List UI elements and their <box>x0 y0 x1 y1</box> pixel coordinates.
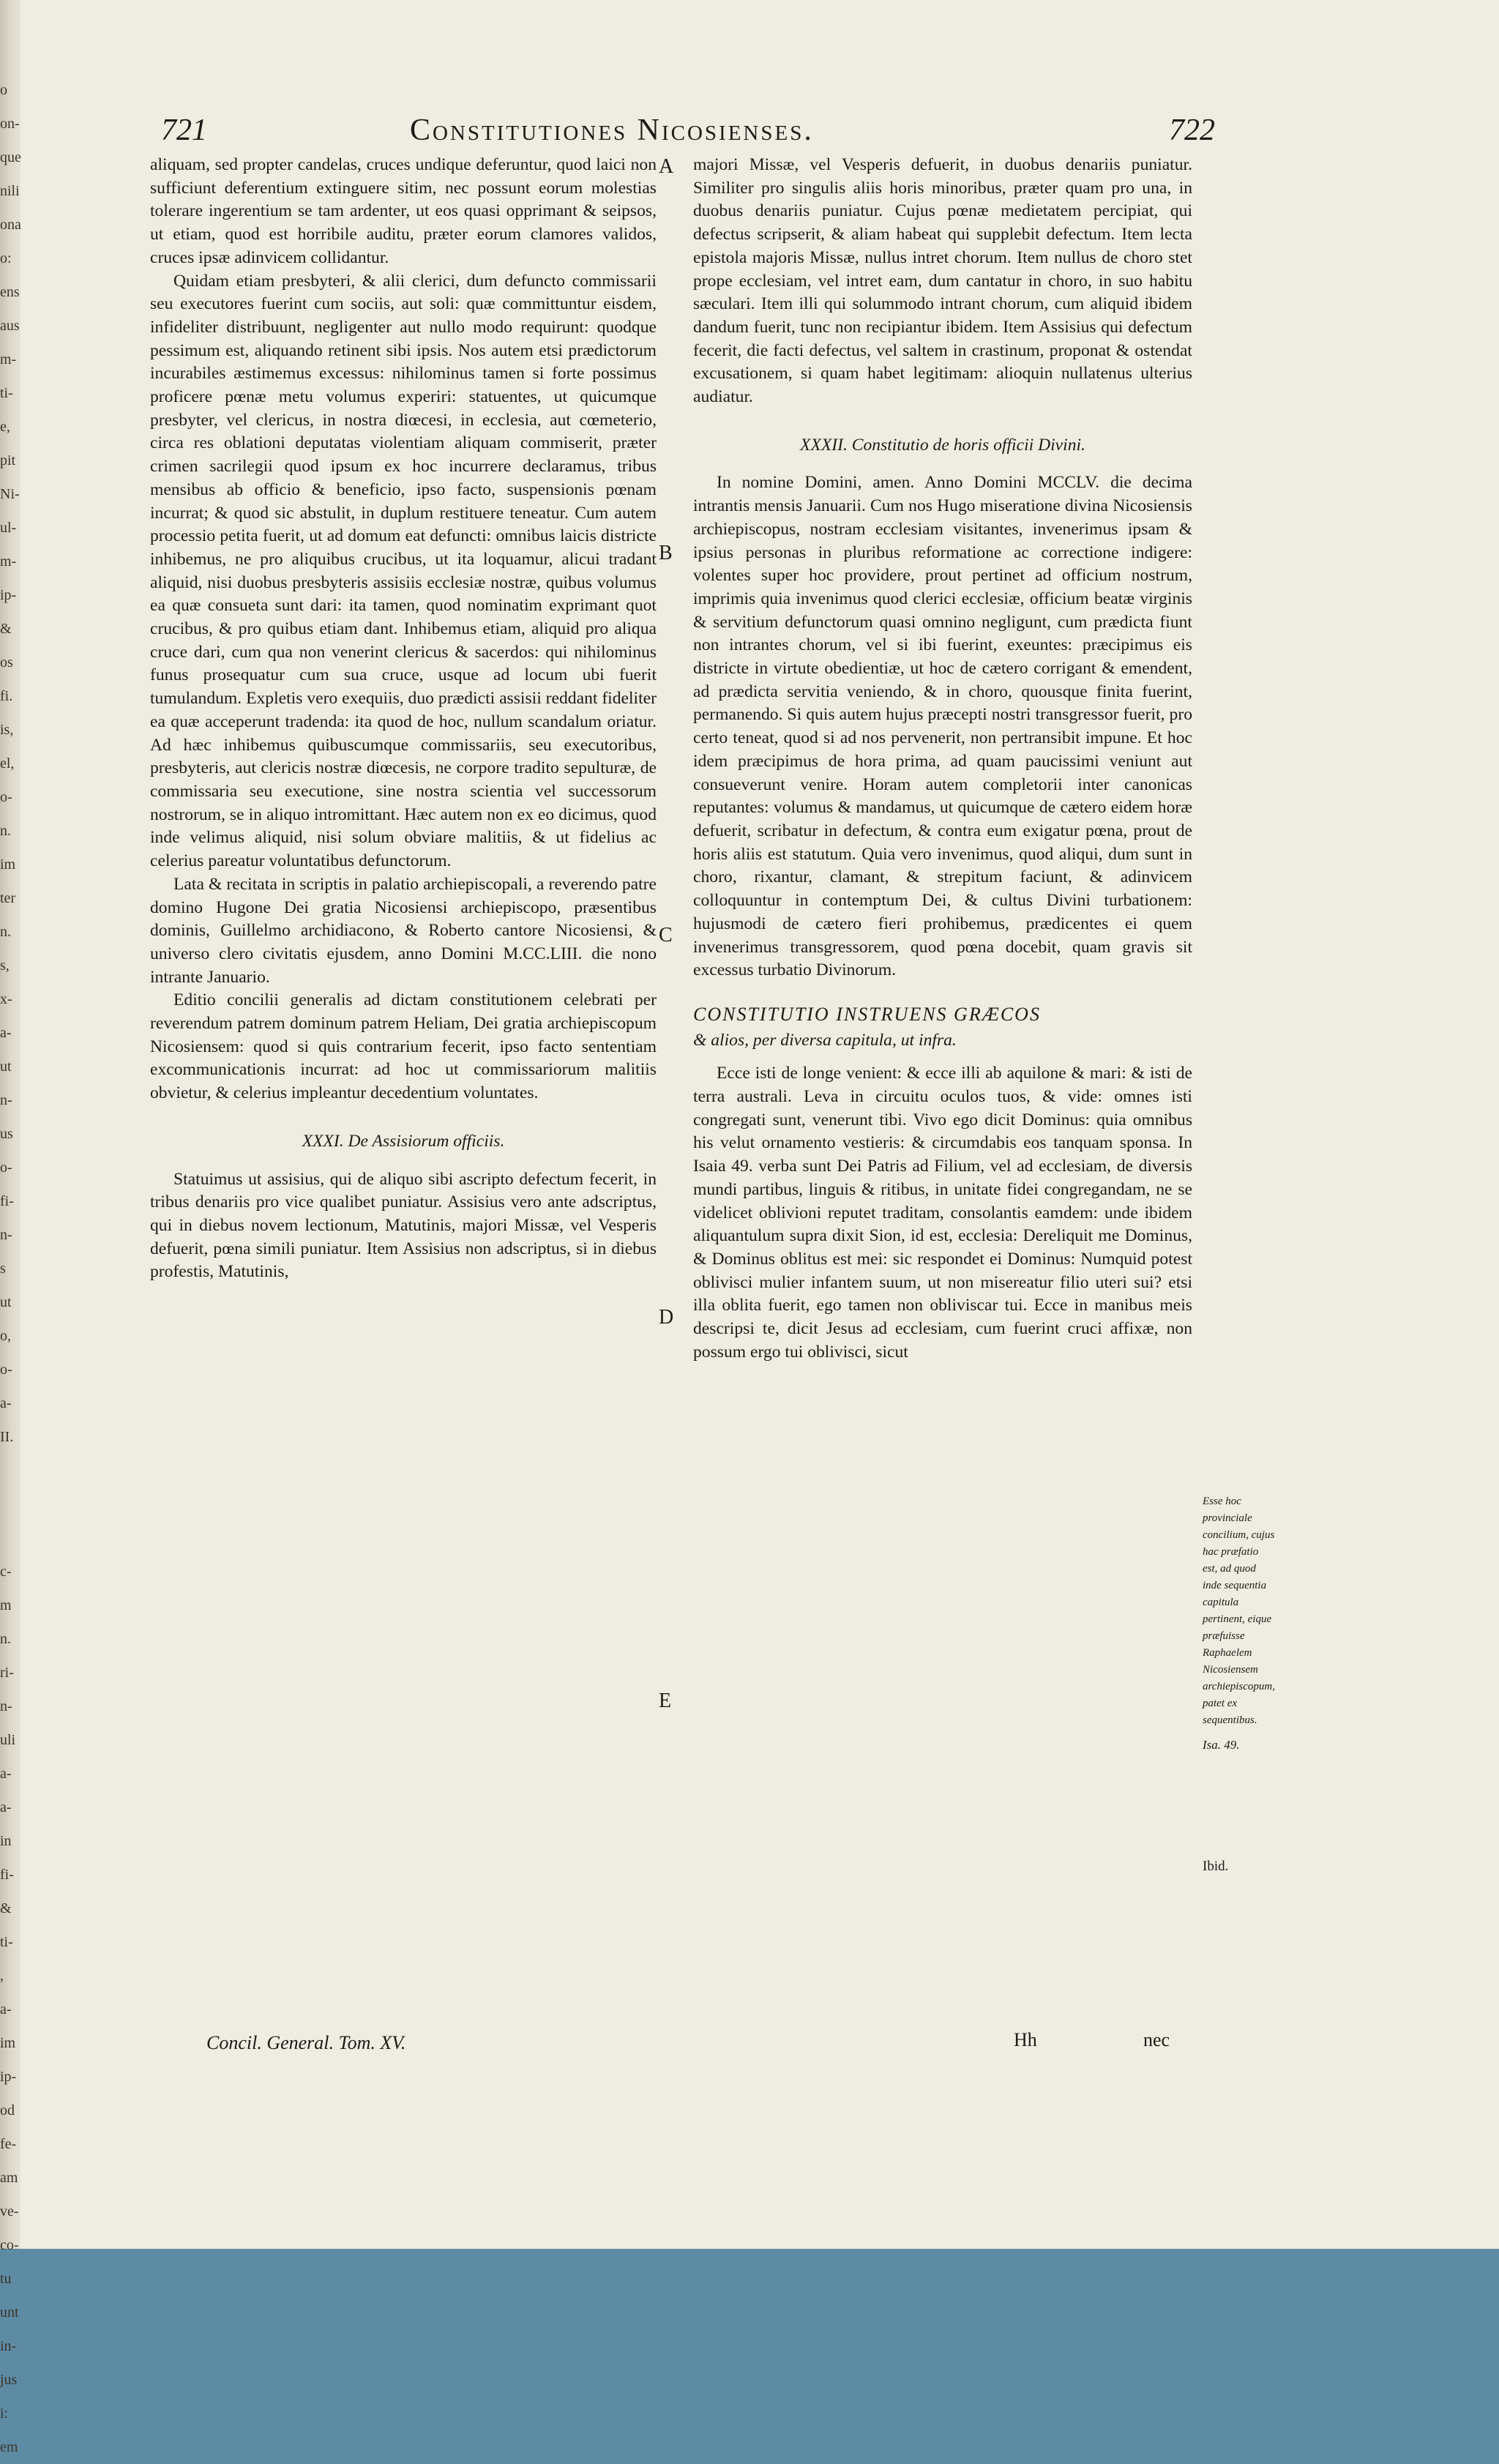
previous-page-fragment: o- <box>0 789 12 805</box>
previous-page-fragment: x- <box>0 991 12 1007</box>
previous-page-fragment: fi. <box>0 688 13 704</box>
paragraph: Statuimus ut assisius, qui de aliquo sibi ascripto defectum fecerit, in tribus denariis pro vice qualibet puniatur. Assisius vero ante adscriptus, qui in diebus novem lectionum, Matutinis, majori Missæ, vel Vesperis defuerit, pœna simili puniatur. Item Assisius non adscriptus, si in diebus profestis, Matutinis, <box>150 1169 657 1282</box>
previous-page-fragment: o: <box>0 250 12 266</box>
previous-page-fragment: a- <box>0 1766 12 1782</box>
previous-page-fragment: ti- <box>0 385 13 401</box>
signature-mark: Hh <box>1014 2029 1037 2050</box>
side-note: Esse hoc provinciale concilium, cujus hac præfatio est, ad quod inde sequentia capitula pertinent, eique præfuisse Raphaelem Nicosiensem archiepiscopum, patet ex sequentibus. <box>1203 1496 1276 1726</box>
previous-page-fragment: ip- <box>0 587 17 603</box>
right-page-number: 722 <box>1169 113 1215 147</box>
previous-page-fragment: s, <box>0 957 10 974</box>
previous-page-fragment: m <box>0 1597 12 1613</box>
previous-page-fragment: a- <box>0 1799 12 1815</box>
side-note-reference: Ibid. <box>1203 1859 1229 1874</box>
margin-letter-a: A <box>659 155 674 178</box>
margin-letter-c: C <box>659 924 673 947</box>
paragraph: Lata & recitata in scriptis in palatio archiepiscopali, a reverendo patre domino Hugone Dei gratia Nicosiensi archiepiscopo, præsentibus dominis, Guillelmo archidiacono, & Roberto cantore Nicosiensi, & universo clero civitatis ejusdem, anno Domini M.CC.LIII. die nono intrante Januario. <box>150 874 657 987</box>
previous-page-fragment: Ni- <box>0 486 20 502</box>
previous-page-fragment: pit <box>0 452 16 468</box>
previous-page-fragment: ter <box>0 890 16 906</box>
previous-page-fragment: tu <box>0 2271 12 2287</box>
previous-page-edge <box>0 73 22 2464</box>
previous-page-fragment: s <box>0 1261 6 1277</box>
previous-page-fragment: aus <box>0 318 20 334</box>
previous-page-fragment: ut <box>0 1294 12 1310</box>
previous-page-fragment: que <box>0 149 21 165</box>
previous-page-fragment: ona <box>0 217 21 233</box>
paragraph: Editio concilii generalis ad dictam constitutionem celebrati per reverendum patrem dominum patrem Heliam, Dei gratia archiepiscopum Nicosiensem: quod si quis contrarium fecerit, ipso facto sententiam excommunicationis incurrat: ad hoc ut commissariorum malitiis obvietur, & celerius impleantur decedentium voluntates. <box>150 990 657 1103</box>
paragraph: Quidam etiam presbyteri, & alii clerici, dum defuncto commissarii seu executores fuerint cum sociis, aut soli: quæ committuntur eisdem, infideliter distribuunt, negligenter aut nullo modo requirunt: quodque pessimum est, aliquando retinent sibi ipsis. Nos autem etsi prædictorum incurabiles æstimemus excessus: nihilominus tamen si forte possimus proficere pœnæ metu volumus experiri: statuentes, ut quicumque presbyter, vel clericus, in nostra diœcesi, in ecclesia, aut cœmeterio, circa res oblationi deputatas violentiam aliquam commiserit, præter crimen sacrilegii quod ipsum ex hoc incurrere declaramus, tribus mensibus ab officio & beneficio, ipso facto, suspensionis pœnam incurrat; & quod sic abstulit, in duplum restituere teneatur. Cum autem processio petita fuerit, ut ad domum eat defuncti: omnibus laicis districte inhibemus, ne pro aliquibus crucibus, ut ita loquamur, alicui tradant aliquid, nisi duobus presbyteris assisiis ecclesiæ nostræ, quibus volumus ea quæ consueta sunt dari: ita tamen, quod nominatim exprimant quot crucibus, & pro quibus etiam dant. Inhibemus etiam, aliquid pro aliqua cruce dari, cum qua non venerint clericus & sacerdos: qui nihilominus funus prosequatur cum sua cruce, usque ad locum ubi fuerit tumulandum. Expletis vero exequiis, duo prædicti assisii reddant fideliter ea quæ acceperunt tradenda: ita quod de hoc, nullum scandalum oriatur. Ad hæc inhibemus quibuscumque commissariis, seu executoribus, presbyteris, aut clericis nostræ diœcesis, ne corpore tradito sepulturæ, de commissaria seu executione, sine nostra scientia vel successorum nostrorum, se in aliquo intromittant. Hæc autem non ex eo dicimus, quod inde velimus aliquid, nisi solum obviare malitiis, & ut fidelius ac celerius pareatur voluntatibus defunctorum. <box>150 271 657 871</box>
constitution-heading: CONSTITUTIO INSTRUENS GRÆCOS <box>693 1003 1041 1025</box>
previous-page-fragment: os <box>0 654 13 671</box>
right-column <box>693 154 1192 1364</box>
paragraph: majori Missæ, vel Vesperis defuerit, in duobus denariis puniatur. Similiter pro singulis aliis horis minoribus, præter quam pro una, in duobus denariis puniatur. Cujus pœnæ medietatem percipiat, qui defectus scripserit, & aliam habeat qui supplebit defectum. Item lecta epistola majoris Missæ, nullus intret chorum. Item nullus de choro stet prope ecclesiam, vel intret eam, dum cantatur in choro, in suo habitu sæculari. Item illi qui solummodo intrant chorum, cum aliquid ibidem dandum fuerit, tunc non recipiantur ibidem. Item Assisius qui defectum fecerit, die facti defectus, vel saltem in crastinum, proponat & ostendat excusationem, si quam habet legitimam: alioquin nullatenus ulterius audiatur. <box>693 155 1192 407</box>
previous-page-fragment: i: <box>0 2405 9 2422</box>
previous-page-fragment: ut <box>0 1059 12 1075</box>
section-heading: XXXI. De Assisiorum officiis. <box>302 1131 505 1151</box>
previous-page-fragment: , <box>0 1968 4 1984</box>
signature-line: Concil. General. Tom. XV. <box>206 2032 406 2053</box>
previous-page-fragment: is, <box>0 722 14 738</box>
previous-page-fragment: a- <box>0 1025 12 1041</box>
previous-page-fragment: m- <box>0 351 17 367</box>
previous-page-fragment: o- <box>0 1362 12 1378</box>
previous-page-fragment: im <box>0 2035 16 2051</box>
paragraph: aliquam, sed propter candelas, cruces undique deferuntur, quod laici non sufficiunt deferentium extinguere sitim, nec possunt eorum molestias tolerare ingerentium se tam ardenter, ut eos quasi opprimant & seipsos, ut etiam, quod est horribile auditu, præter eorum clamores validos, cruces ipsæ adinvicem collidantur. <box>150 155 657 267</box>
paragraph: In nomine Domini, amen. Anno Domini MCCLV. die decima intrantis mensis Januarii. Cum nos Hugo miseratione divina Nicosiensis archiepiscopus, nostram ecclesiam visitantes, invenerimus ipsam & ipsius personas in pluribus reformatione ac correctione indigere: volentes super hoc providere, prout pertinet ad officium nostrum, imprimis quia invenimus quod clerici ecclesiæ, officium beatæ virginis & servitium defunctorum quasi omnino negligunt, cum prædicta fiunt non intrantes chorum, vel si ibi fuerint, exeuntes: præcipimus eis districte in virtute obedientiæ, ut hoc de cætero corrigant & emendent, ad prædicta servitia veniendo, & in choro, quousque finita fuerint, permanendo. Si quis autem hujus præcepti nostri transgressor fuerit, pro certo teneat, quod si ad nos pervenerit, non pertransibit impune. Et hoc idem præcipimus de hora prima, ad quam paucissimi veniunt aut consueverunt venire. Horam autem completorii inter canonicas reputantes: volumus & mandamus, ut quicumque de cætero eidem horæ defuerit, scribatur in defectum, & contra eum exigatur pœna, prout de horis aliis est statutum. Quia vero invenimus, quod aliqui, dum sunt in choro, rixantur, clamant, & strepitum faciunt, & adinvicem colloquuntur in contemptum Dei, & cultus Divini turbationem: hujusmodi de cætero fieri prohibemus, prædicentes ei quem invenerimus transgressorem, quod pœna docebit, quam gravis sit excessus turbatio Divinorum. <box>693 473 1192 980</box>
running-header <box>161 108 1215 152</box>
previous-page-fragment: fi- <box>0 1867 14 1883</box>
previous-page-fragment: ve- <box>0 2203 19 2220</box>
previous-page-fragment <box>0 1487 22 1521</box>
margin-letter-b: B <box>659 542 673 564</box>
previous-page-fragment: on- <box>0 116 20 132</box>
previous-page-fragment: c- <box>0 1564 12 1580</box>
side-note-reference: Isa. 49. <box>1203 1738 1240 1752</box>
previous-page-fragment: fi- <box>0 1193 14 1209</box>
previous-page-fragment: od <box>0 2102 15 2118</box>
previous-page-fragment: o <box>0 82 7 98</box>
previous-page-fragment: fe- <box>0 2136 17 2152</box>
previous-page-fragment: in- <box>0 2338 17 2354</box>
section-heading: XXXII. Constitutio de horis officii Divini. <box>800 435 1085 455</box>
previous-page-fragment: em <box>0 2439 18 2455</box>
previous-page-fragment: m- <box>0 553 17 570</box>
previous-page-fragment: jus <box>0 2372 18 2388</box>
previous-page-fragment: o, <box>0 1328 11 1344</box>
left-column <box>150 154 657 1284</box>
previous-page-fragment: n. <box>0 924 11 940</box>
previous-page-fragment <box>0 1521 22 1555</box>
previous-page-fragment: in <box>0 1833 12 1849</box>
previous-page-fragment: ip- <box>0 2069 17 2085</box>
previous-page-fragment <box>0 1454 22 1487</box>
previous-page-fragment: & <box>0 1900 12 1916</box>
previous-page-fragment: unt <box>0 2304 19 2321</box>
previous-page-fragment: im <box>0 856 16 873</box>
catchword: nec <box>1143 2029 1170 2050</box>
previous-page-fragment: ti- <box>0 1934 13 1950</box>
previous-page-fragment: II. <box>0 1429 14 1445</box>
previous-page-fragment: e, <box>0 419 10 435</box>
previous-page-fragment: n- <box>0 1227 12 1243</box>
previous-page-fragment: am <box>0 2170 18 2186</box>
previous-page-fragment: uli <box>0 1732 16 1748</box>
margin-letter-d: D <box>659 1306 674 1329</box>
previous-page-fragment: & <box>0 621 12 637</box>
previous-page-fragment: n. <box>0 1631 11 1647</box>
previous-page-fragment: ri- <box>0 1665 14 1681</box>
previous-page-fragment: o- <box>0 1160 12 1176</box>
previous-page-fragment: a- <box>0 2001 12 2017</box>
previous-page-fragment: us <box>0 1126 13 1142</box>
previous-page-fragment: nili <box>0 183 20 199</box>
paragraph: Ecce isti de longe venient: & ecce illi ab aquilone & mari: & isti de terra australi. Leva in circuitu oculos tuos, & vide: omnes isti congregati sunt, venerunt tibi. Vivo ego dicit Dominus: quia omnibus his velut ornamento vestieris: & circumdabis eos tanquam sponsa. In Isaia 49. verba sunt Dei Patris ad Filium, vel ad ecclesiam, de diversis mundi partibus, linguis & ritibus, in unitate fidei congregandam, ne se videlicet oblivioni reputet traditam, consolantis eamdem: unde ibidem aliquantulum supra dixit Sion, id est, ecclesia: Dereliquit me Dominus, & Dominus oblitus est mei: sic respondet ei Dominus: Numquid potest oblivisci mulier infantem suum, ut non misereatur filio uteri sui? etsi illa oblita fuerit, ego tamen non obliviscar tui. Ecce in manibus meis descripsi te, dicit Jesus ad ecclesiam, cum fuerint cruci affixæ, non possum ergo tui oblivisci, sicut <box>693 1064 1192 1362</box>
previous-page-fragment: ens <box>0 284 20 300</box>
previous-page-fragment: a- <box>0 1395 12 1411</box>
previous-page-fragment: el, <box>0 755 15 772</box>
left-page-number: 721 <box>161 113 207 147</box>
previous-page-fragment: n- <box>0 1092 12 1108</box>
previous-page-fragment: n. <box>0 823 11 839</box>
previous-page-fragment: co- <box>0 2237 19 2253</box>
previous-page-fragment: ul- <box>0 520 17 536</box>
previous-page-fragment: n- <box>0 1698 12 1714</box>
running-title: Constitutiones Nicosienses. <box>410 113 814 147</box>
margin-letter-e: E <box>659 1690 672 1712</box>
constitution-subheading: & alios, per diversa capitula, ut infra. <box>693 1030 957 1050</box>
